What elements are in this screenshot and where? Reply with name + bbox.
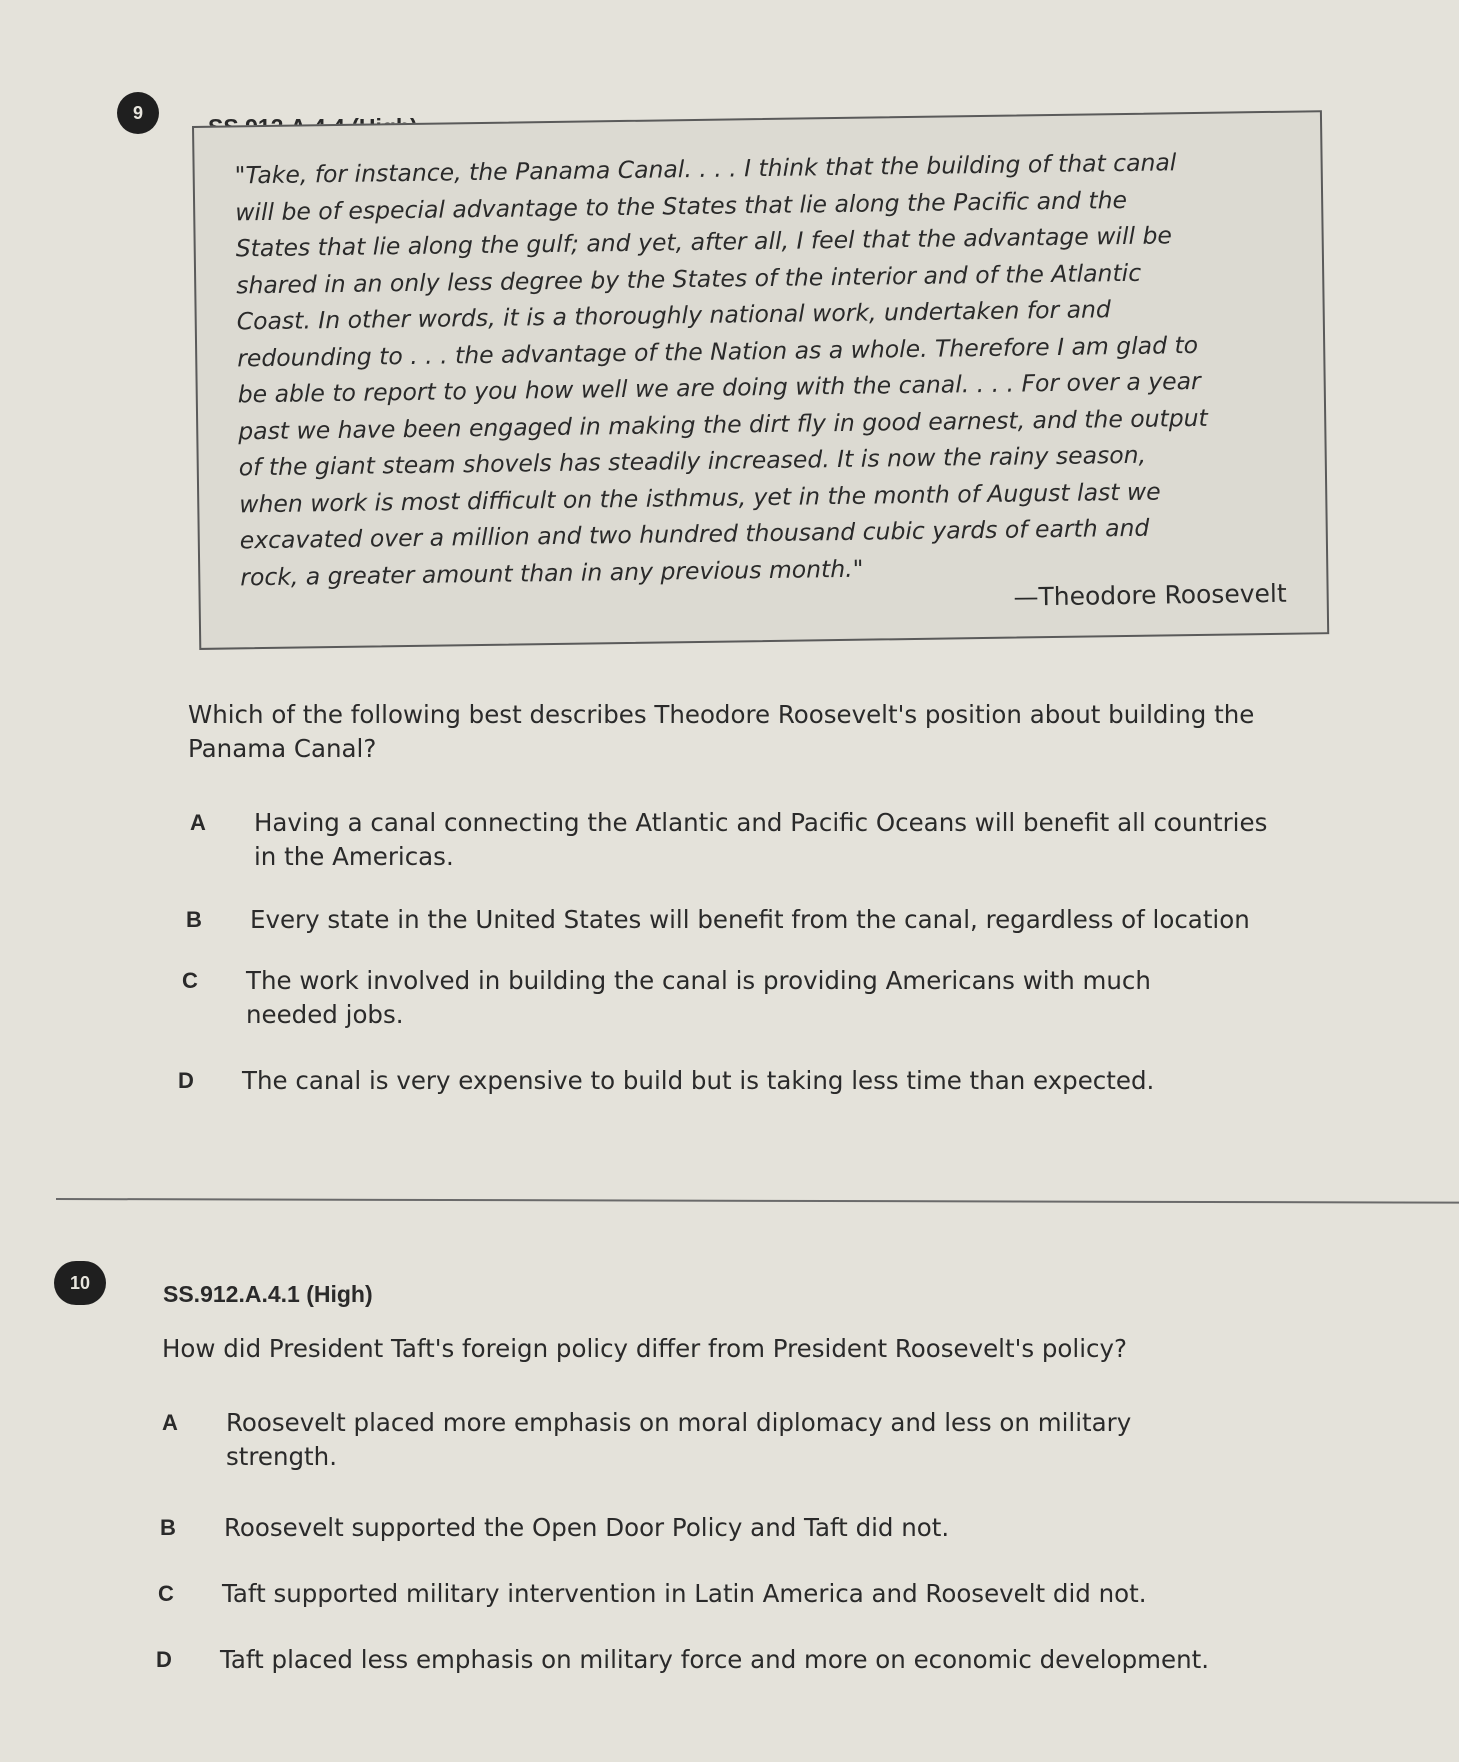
choice-line: strength. (226, 1442, 337, 1471)
question-prompt (188, 698, 1348, 766)
quote-line: redounding to . . . the advantage of the Nation as a whole. Therefore I am glad to (237, 330, 1199, 372)
question-line: Panama Canal? (188, 734, 377, 763)
quote-line: of the giant steam shovels has steadily increased. It is now the rainy season, (238, 440, 1147, 482)
quote-line: rock, a greater amount than in any previous month." (240, 554, 864, 591)
answer-choice-b[interactable] (186, 903, 1336, 939)
quote-line: States that lie along the gulf; and yet, after all, I feel that the advantage will be (235, 221, 1173, 263)
quote-box (192, 110, 1329, 650)
choice-line: Taft supported military intervention in Latin America and Roosevelt did not. (222, 1579, 1147, 1608)
choice-text (224, 1511, 949, 1545)
quote-line: when work is most difficult on the isthmus, yet in the month of August last we (239, 477, 1161, 518)
answer-choice-a[interactable] (190, 806, 1340, 876)
choice-line: Roosevelt supported the Open Door Policy and Taft did not. (224, 1513, 950, 1542)
choice-text (226, 1406, 1131, 1474)
choice-text (220, 1643, 1209, 1677)
quote-line: shared in an only less degree by the States of the interior and of the Atlantic (236, 258, 1142, 299)
answer-choice-d[interactable] (178, 1064, 1328, 1100)
choice-line: The canal is very expensive to build but is taking less time than expected. (242, 1066, 1155, 1095)
choice-text (254, 806, 1267, 874)
quote-line: will be of especial advantage to the States that lie along the Pacific and the (235, 185, 1128, 226)
choice-line: Having a canal connecting the Atlantic and Pacific Oceans will benefit all countries (254, 808, 1268, 837)
section-divider (56, 1198, 1459, 1204)
choice-text (250, 903, 1250, 937)
question-line: How did President Taft's foreign policy differ from President Roosevelt's policy? (162, 1334, 1128, 1363)
question-number-badge: 9 (117, 92, 159, 134)
choice-line: Every state in the United States will benefit from the canal, regardless of location (250, 905, 1250, 934)
answer-choice-c[interactable] (158, 1577, 1308, 1613)
choice-letter: A (162, 1410, 178, 1435)
choice-text (242, 1064, 1154, 1098)
choice-text (246, 964, 1151, 1032)
quote-line: excavated over a million and two hundred thousand cubic yards of earth and (239, 513, 1150, 555)
choice-line: in the Americas. (254, 842, 454, 871)
quote-text (234, 143, 1280, 595)
choice-letter: B (160, 1515, 176, 1540)
choice-line: Roosevelt placed more emphasis on moral diplomacy and less on military (226, 1408, 1132, 1437)
answer-choice-a[interactable] (162, 1406, 1312, 1478)
question-line: Which of the following best describes Theodore Roosevelt's position about building the (188, 700, 1255, 729)
choice-letter: D (156, 1647, 172, 1672)
choice-letter: C (158, 1581, 174, 1606)
choice-line: The work involved in building the canal is providing Americans with much (246, 966, 1151, 995)
standard-code: SS.912.A.4.1 (High) (163, 1281, 373, 1307)
quote-line: Coast. In other words, it is a thoroughly national work, undertaken for and (236, 295, 1112, 336)
choice-line: Taft placed less emphasis on military force and more on economic development. (220, 1645, 1209, 1674)
choice-letter: B (186, 907, 202, 932)
quote-line: be able to report to you how well we are doing with the canal. . . . For over a year (237, 366, 1201, 409)
answer-choice-c[interactable] (182, 964, 1332, 1034)
choice-text (222, 1577, 1147, 1611)
choice-letter: C (182, 968, 198, 993)
quote-line: "Take, for instance, the Panama Canal. . . . I think that the building of that canal (234, 148, 1177, 190)
choice-letter: D (178, 1068, 194, 1093)
question-number-badge: 10 (54, 1261, 106, 1305)
quote-line: past we have been engaged in making the dirt fly in good earnest, and the output (238, 403, 1208, 445)
choice-line: needed jobs. (246, 1000, 404, 1029)
quote-attribution: —Theodore Roosevelt (1013, 578, 1287, 612)
answer-choice-b[interactable] (160, 1511, 1310, 1547)
choice-letter: A (190, 810, 206, 835)
answer-choice-d[interactable] (156, 1643, 1336, 1679)
question-prompt (162, 1332, 1342, 1366)
